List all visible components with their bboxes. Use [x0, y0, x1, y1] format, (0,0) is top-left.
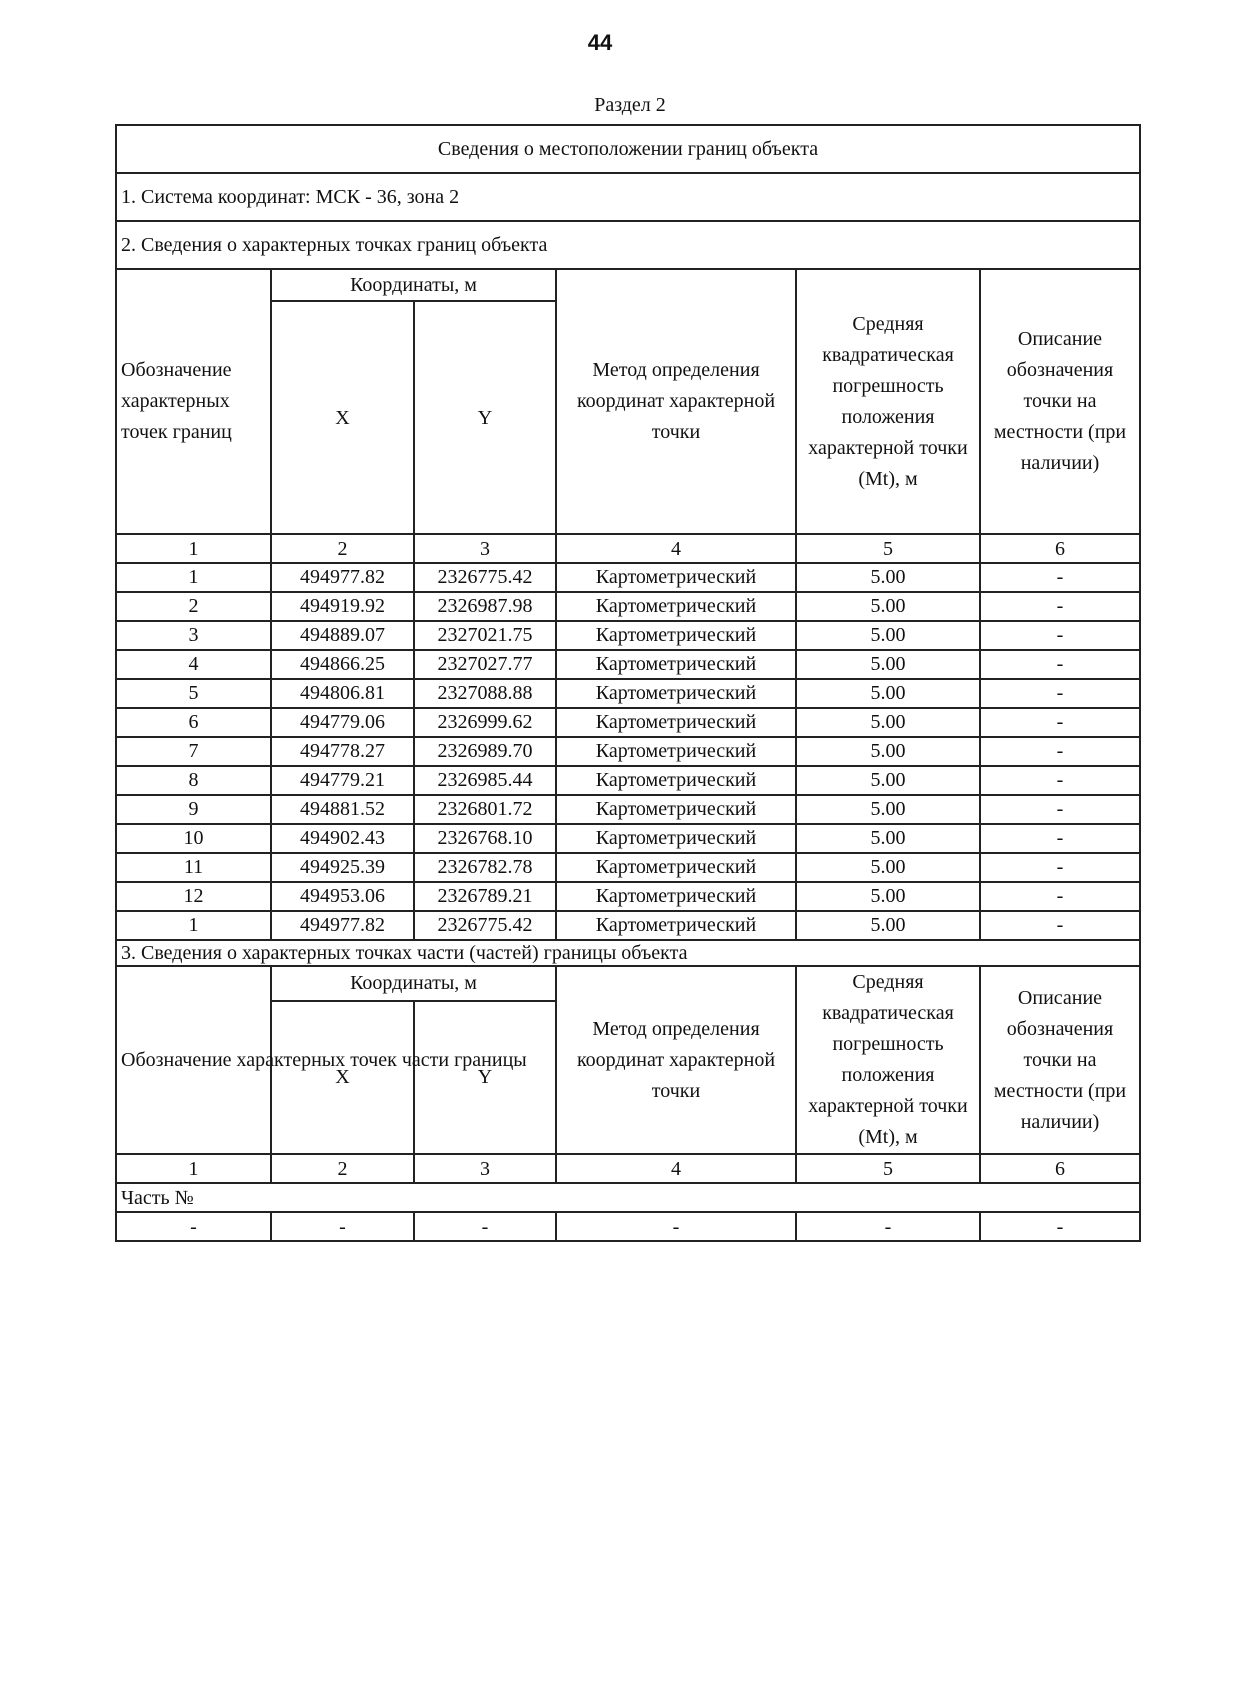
point-x: 494779.06 [271, 708, 414, 737]
point-error: 5.00 [796, 911, 980, 940]
header-y: Y [414, 301, 556, 534]
header-x: X [271, 301, 414, 534]
point-error: 5.00 [796, 621, 980, 650]
point-id: 9 [116, 795, 271, 824]
point-method: Картометрический [556, 737, 796, 766]
point-method: Картометрический [556, 563, 796, 592]
col-number: 4 [556, 534, 796, 563]
point-id: 12 [116, 882, 271, 911]
point-id: 7 [116, 737, 271, 766]
point-error: 5.00 [796, 563, 980, 592]
table-row [116, 621, 1140, 650]
header-designation: Обозначение характерных точек границ [116, 269, 271, 534]
point-id: 3 [116, 621, 271, 650]
header2-y: Y [414, 1001, 556, 1154]
point-y: 2326989.70 [414, 737, 556, 766]
point-x: 494977.82 [271, 911, 414, 940]
point-desc: - [980, 766, 1140, 795]
point-x: 494806.81 [271, 679, 414, 708]
column-numbers-row [116, 534, 1140, 563]
point-desc: - [980, 882, 1140, 911]
table-row [116, 679, 1140, 708]
header2-description: Описание обозначения точки на местности (при наличии) [980, 966, 1140, 1154]
header2-designation: Обозначение характерных точек части границы [116, 966, 271, 1154]
point-x: 494925.39 [271, 853, 414, 882]
point-y: 2326775.42 [414, 563, 556, 592]
point-x: 494866.25 [271, 650, 414, 679]
point-error: 5.00 [796, 737, 980, 766]
col-number: 6 [980, 1154, 1140, 1183]
point-id: 5 [116, 679, 271, 708]
part-cell: - [271, 1212, 414, 1241]
point-y: 2326775.42 [414, 911, 556, 940]
col-number: 2 [271, 534, 414, 563]
col-number: 5 [796, 1154, 980, 1183]
col-number: 1 [116, 1154, 271, 1183]
col-number: 3 [414, 1154, 556, 1183]
point-desc: - [980, 708, 1140, 737]
point-id: 6 [116, 708, 271, 737]
part-cell: - [414, 1212, 556, 1241]
part-label: Часть № [116, 1183, 1140, 1212]
point-id: 1 [116, 563, 271, 592]
point-error: 5.00 [796, 766, 980, 795]
point-method: Картометрический [556, 824, 796, 853]
table-row [116, 911, 1140, 940]
point-x: 494779.21 [271, 766, 414, 795]
point-error: 5.00 [796, 679, 980, 708]
point-method: Картометрический [556, 766, 796, 795]
point-x: 494889.07 [271, 621, 414, 650]
point-method: Картометрический [556, 650, 796, 679]
point-error: 5.00 [796, 882, 980, 911]
point-method: Картометрический [556, 882, 796, 911]
point-method: Картометрический [556, 708, 796, 737]
point-y: 2326985.44 [414, 766, 556, 795]
header2-error: Средняя квадратическая погрешность положения характерной точки (Mt), м [796, 966, 980, 1154]
point-method: Картометрический [556, 853, 796, 882]
header-description: Описание обозначения точки на местности (при наличии) [980, 269, 1140, 534]
point-id: 10 [116, 824, 271, 853]
header-coords: Координаты, м [271, 269, 556, 301]
point-x: 494977.82 [271, 563, 414, 592]
header2-x: X [271, 1001, 414, 1154]
point-id: 11 [116, 853, 271, 882]
header2-coords: Координаты, м [271, 966, 556, 1001]
page-number: 44 [587, 30, 613, 55]
header2-method: Метод определения координат характерной точки [556, 966, 796, 1154]
point-x: 494902.43 [271, 824, 414, 853]
boundary-table [115, 124, 1141, 1242]
table-row [116, 882, 1140, 911]
point-y: 2326789.21 [414, 882, 556, 911]
col-number: 5 [796, 534, 980, 563]
point-desc: - [980, 824, 1140, 853]
point-method: Картометрический [556, 795, 796, 824]
point-desc: - [980, 853, 1140, 882]
table-row [116, 592, 1140, 621]
col-number: 2 [271, 1154, 414, 1183]
point-desc: - [980, 679, 1140, 708]
table-row [116, 853, 1140, 882]
col-number: 6 [980, 534, 1140, 563]
point-y: 2327021.75 [414, 621, 556, 650]
col-number: 1 [116, 534, 271, 563]
point-desc: - [980, 650, 1140, 679]
point-x: 494778.27 [271, 737, 414, 766]
point-x: 494953.06 [271, 882, 414, 911]
part-cell: - [116, 1212, 271, 1241]
header-error: Средняя квадратическая погрешность положения характерной точки (Mt), м [796, 269, 980, 534]
point-desc: - [980, 737, 1140, 766]
point-x: 494881.52 [271, 795, 414, 824]
point-x: 494919.92 [271, 592, 414, 621]
table-row [116, 708, 1140, 737]
point-method: Картометрический [556, 592, 796, 621]
table-row [116, 563, 1140, 592]
point-error: 5.00 [796, 795, 980, 824]
point-y: 2327088.88 [414, 679, 556, 708]
table-title: Сведения о местоположении границ объекта [116, 125, 1140, 173]
point-id: 8 [116, 766, 271, 795]
coord-system-row: 1. Система координат: МСК - 36, зона 2 [116, 173, 1140, 221]
table-row [116, 737, 1140, 766]
table-row [116, 824, 1140, 853]
point-method: Картометрический [556, 911, 796, 940]
point-error: 5.00 [796, 650, 980, 679]
subsection-3-title: 3. Сведения о характерных точках части (частей) границы объекта [116, 940, 1140, 966]
point-desc: - [980, 911, 1140, 940]
point-y: 2326999.62 [414, 708, 556, 737]
point-y: 2327027.77 [414, 650, 556, 679]
part-cell: - [796, 1212, 980, 1241]
point-id: 4 [116, 650, 271, 679]
point-error: 5.00 [796, 708, 980, 737]
table-row [116, 795, 1140, 824]
point-id: 2 [116, 592, 271, 621]
point-y: 2326768.10 [414, 824, 556, 853]
point-desc: - [980, 795, 1140, 824]
part-row [116, 1212, 1140, 1241]
subsection-2-title: 2. Сведения о характерных точках границ объекта [116, 221, 1140, 269]
part-cell: - [980, 1212, 1140, 1241]
point-y: 2326782.78 [414, 853, 556, 882]
point-desc: - [980, 621, 1140, 650]
point-method: Картометрический [556, 679, 796, 708]
section-label: Раздел 2 [594, 94, 666, 116]
point-method: Картометрический [556, 621, 796, 650]
col-number: 3 [414, 534, 556, 563]
point-error: 5.00 [796, 824, 980, 853]
col-number: 4 [556, 1154, 796, 1183]
point-y: 2326987.98 [414, 592, 556, 621]
part-cell: - [556, 1212, 796, 1241]
point-error: 5.00 [796, 592, 980, 621]
point-desc: - [980, 563, 1140, 592]
point-y: 2326801.72 [414, 795, 556, 824]
point-error: 5.00 [796, 853, 980, 882]
header-method: Метод определения координат характерной точки [556, 269, 796, 534]
point-id: 1 [116, 911, 271, 940]
point-desc: - [980, 592, 1140, 621]
table-row [116, 650, 1140, 679]
column-numbers-row-2 [116, 1154, 1140, 1183]
table-row [116, 766, 1140, 795]
